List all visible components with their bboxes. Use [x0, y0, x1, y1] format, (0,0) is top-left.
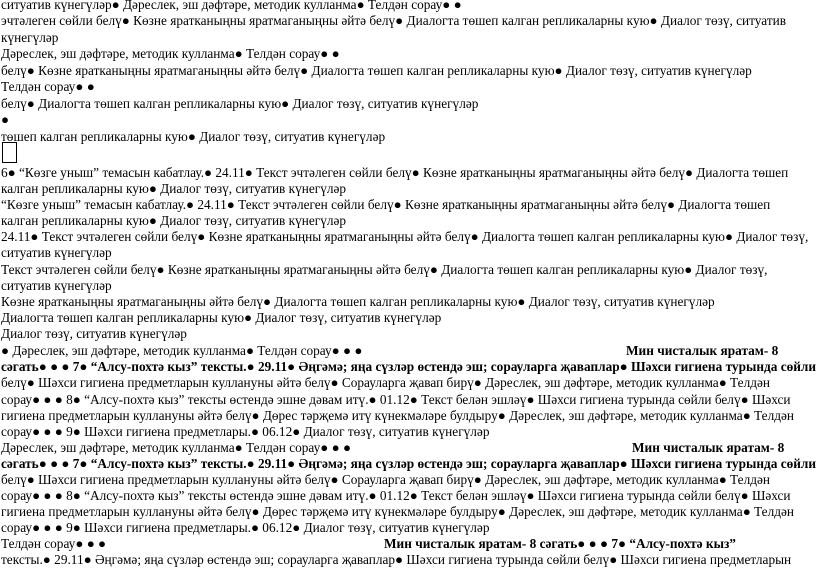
text-line: ● Дәреслек, эш дәфтәре, методик кулланма● Телдән сорау● ● ● — [1, 343, 363, 358]
text-line: калган репликаларны кую● Диалог төзү, ситуатив күнегүләр — [1, 181, 347, 196]
text-line: сәгать● ● ● 7● “Алсу-похтә кыз” тексты.● 29.11● Әңгәмә; яңа сүзләр өстендә эш; сорауларга җаваплар● Шәхси гигиена турында сөйли — [1, 456, 816, 471]
text-line: гигиена предметларын куллануны әйтә белү● Дөрес тәрҗемә итү күнекмәләре булдыру● Дәреслек, эш дәфтәре, методик кулланма● Телдән — [1, 504, 794, 519]
text-line: сорау● ● ● 8● “Алсу-похтә кыз” тексты өстендә эшне дәвам итү.● 01.12● Текст белән эшләү● Шәхси гигиена турында сөйли белү● Шәхси — [1, 488, 791, 503]
text-line: ситуатив күнегүләр● Дәреслек, эш дәфтәре, методик кулланма● Телдән сорау● ● — [1, 0, 462, 12]
text-line: белү● Шәхси гигиена предметларын куллануны әйтә белү● Сорауларга җавап бирү● Дәреслек, эш дәфтәре, методик кулланма● Телдән — [1, 375, 770, 390]
text-line: Дәреслек, эш дәфтәре, методик кулланма● Телдән сорау● ● — [1, 46, 340, 61]
text-line: “Көзге уныш” темасын кабатлау.● 24.11● Текст эчтәлеген сөйли белү● Көзне яратканыңны яратмаганыңны әйтә белү● Диалогта төшеп — [1, 197, 771, 212]
text-line: Дәреслек, эш дәфтәре, методик кулланма● Телдән сорау● ● ● — [1, 440, 352, 455]
text-line: Көзне яратканыңны яратмаганыңны әйтә белү● Диалогта төшеп калган репликаларны кую● Диалог төзү, ситуатив күнегүләр — [1, 294, 715, 309]
text-line: ситуатив күнегүләр — [1, 245, 112, 260]
text-line: сәгать● ● ● 7● “Алсу-похтә кыз” тексты.● 29.11● Әңгәмә; яңа сүзләр өстендә эш; сорауларга җаваплар● Шәхси гигиена турында сөйли — [1, 359, 816, 374]
text-line: эчтәлеген сөйли белү● Көзне яратканыңны яратмаганыңны әйтә белү● Диалогта төшеп калган репликаларны кую● Диалог төзү, ситуатив — [1, 13, 787, 28]
text-line: сорау● ● ● 9● Шәхси гигиена предметлары.● 06.12● Диалог төзү, ситуатив күнегүләр — [1, 520, 490, 535]
text-line: 24.11● Текст эчтәлеген сөйли белү● Көзне яратканыңны яратмаганыңны әйтә белү● Диалогта төшеп калган репликаларны кую● Диалог төзү, — [1, 229, 809, 244]
text-line: тексты.● 29.11● Әңгәмә; яңа сүзләр өстендә эш; сорауларга җаваплар● Шәхси гигиена турында сөйли белү● Шәхси гигиена предметларын — [1, 552, 792, 567]
empty-checkbox-frame — [2, 142, 17, 163]
text-line: ситуатив күнегүләр — [1, 278, 112, 293]
text-line: калган репликаларны кую● Диалог төзү, ситуатив күнегүләр — [1, 213, 347, 228]
text-line: төшеп калган репликаларны кую● Диалог төзү, ситуатив күнегүләр — [1, 129, 386, 144]
text-line: Диалогта төшеп калган репликаларны кую● Диалог төзү, ситуатив күнегүләр — [1, 310, 442, 325]
text-line: гигиена предметларын куллануны әйтә белү● Дөрес тәрҗемә итү күнекмәләре булдыру● Дәреслек, эш дәфтәре, методик кулланма● Телдән — [1, 408, 794, 423]
text-line: белү● Көзне яратканыңны яратмаганыңны әйтә белү● Диалогта төшеп калган репликаларны кую● Диалог төзү, ситуатив күнегүләр — [1, 63, 752, 78]
text-line: белү● Диалогта төшеп калган репликаларны кую● Диалог төзү, ситуатив күнегүләр — [1, 96, 479, 111]
text-line: Телдән сорау● ● ● — [1, 536, 107, 551]
text-line: Диалог төзү, ситуатив күнегүләр — [1, 326, 187, 341]
text-line: белү● Шәхси гигиена предметларын куллануны әйтә белү● Сорауларга җавап бирү● Дәреслек, эш дәфтәре, методик кулланма● Телдән — [1, 472, 770, 487]
text-line: күнегүләр — [1, 30, 59, 45]
section-heading: Мин чисталык яратам- 8 — [632, 440, 785, 455]
section-heading: Мин чисталык яратам- 8 сәгать● ● ● 7● “Алсу-похтә кыз” — [384, 536, 736, 551]
text-line: 6● “Көзге уныш” темасын кабатлау.● 24.11● Текст эчтәлеген сөйли белү● Көзне яратканыңны яратмаганыңны әйтә белү● Диалогта төшеп — [1, 165, 789, 180]
text-line: ● — [1, 112, 10, 127]
section-heading: Мин чисталык яратам- 8 — [626, 343, 779, 358]
text-line: Телдән сорау● ● — [1, 79, 95, 94]
text-line: Текст эчтәлеген сөйли белү● Көзне яратканыңны яратмаганыңны әйтә белү● Диалогта төшеп калган репликаларны кую● Диалог төзү, — [1, 262, 768, 277]
text-line: сорау● ● ● 8● “Алсу-похтә кыз” тексты өстендә эшне дәвам итү.● 01.12● Текст белән эшләү● Шәхси гигиена турында сөйли белү● Шәхси — [1, 392, 791, 407]
text-line: сорау● ● ● 9● Шәхси гигиена предметлары.● 06.12● Диалог төзү, ситуатив күнегүләр — [1, 424, 490, 439]
